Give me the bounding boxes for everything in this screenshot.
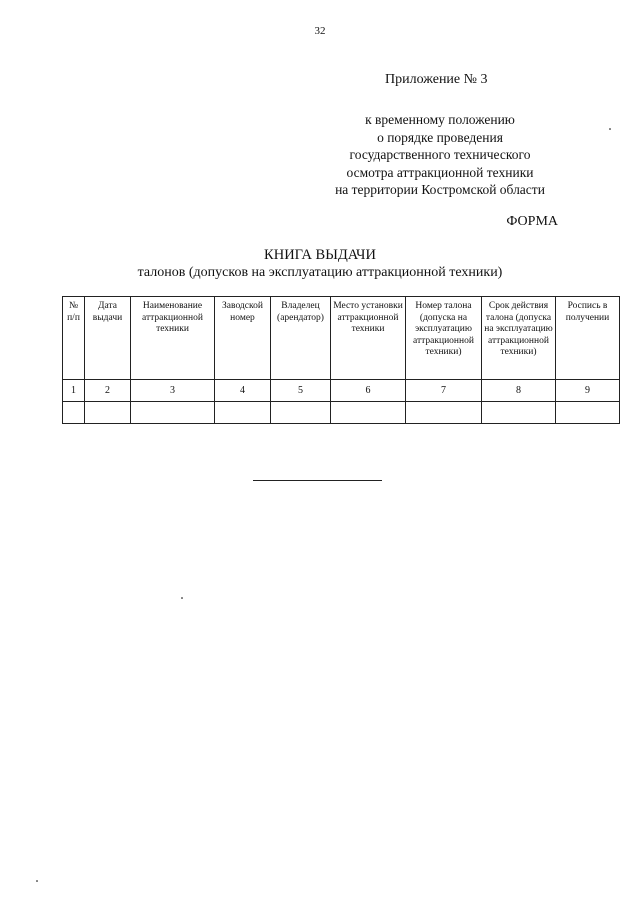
appendix-subtitle xyxy=(320,111,560,199)
book-title: КНИГА ВЫДАЧИ xyxy=(264,247,376,263)
column-number-row xyxy=(63,380,620,402)
column-number: 5 xyxy=(271,380,331,402)
column-number: 9 xyxy=(556,380,620,402)
column-number: 7 xyxy=(406,380,482,402)
table-cell xyxy=(331,402,406,424)
column-number: 1 xyxy=(63,380,85,402)
table-cell xyxy=(85,402,131,424)
column-number: 4 xyxy=(215,380,271,402)
column-header-number: № п/п xyxy=(63,297,85,380)
book-subtitle: талонов (допусков на эксплуатацию аттракционной техники) xyxy=(137,265,503,280)
table-cell xyxy=(556,402,620,424)
scan-speck xyxy=(36,880,38,882)
table-cell xyxy=(271,402,331,424)
table-cell xyxy=(215,402,271,424)
table-cell xyxy=(406,402,482,424)
appendix-subtitle-line: государственного технического xyxy=(349,147,531,162)
column-header-installation-place: Место установки аттракционной техники xyxy=(331,297,406,380)
table-header-row xyxy=(63,297,620,380)
column-header-issue-date: Дата выдачи xyxy=(85,297,131,380)
appendix-subtitle-line: на территории Костромской области xyxy=(335,182,545,197)
appendix-title: Приложение № 3 xyxy=(385,72,488,87)
appendix-subtitle-line: к временному положению xyxy=(365,112,515,127)
page-number: 32 xyxy=(314,25,326,37)
appendix-subtitle-line: о порядке проведения xyxy=(377,129,503,145)
column-header-coupon-number: Номер талона (допуска на эксплуатацию аттракционной техники) xyxy=(406,297,482,380)
table-cell xyxy=(131,402,215,424)
table-cell xyxy=(482,402,556,424)
column-header-signature: Роспись в получении xyxy=(556,297,620,380)
form-label: ФОРМА xyxy=(506,214,558,229)
column-header-serial-number: Заводской номер xyxy=(215,297,271,380)
column-number: 2 xyxy=(85,380,131,402)
register-table xyxy=(62,296,620,424)
table-cell xyxy=(63,402,85,424)
scan-speck xyxy=(609,128,611,130)
scan-speck xyxy=(181,597,183,599)
column-header-validity-period: Срок действия талона (допуска на эксплуатацию аттракционной техники) xyxy=(482,297,556,380)
column-number: 8 xyxy=(482,380,556,402)
column-number: 6 xyxy=(331,380,406,402)
column-number: 3 xyxy=(131,380,215,402)
appendix-subtitle-line: осмотра аттракционной техники xyxy=(346,164,534,180)
column-header-owner: Владелец (арендатор) xyxy=(271,297,331,380)
signature-line xyxy=(253,480,382,481)
column-header-equipment-name: Наименование аттракционной техники xyxy=(131,297,215,380)
table-row xyxy=(63,402,620,424)
